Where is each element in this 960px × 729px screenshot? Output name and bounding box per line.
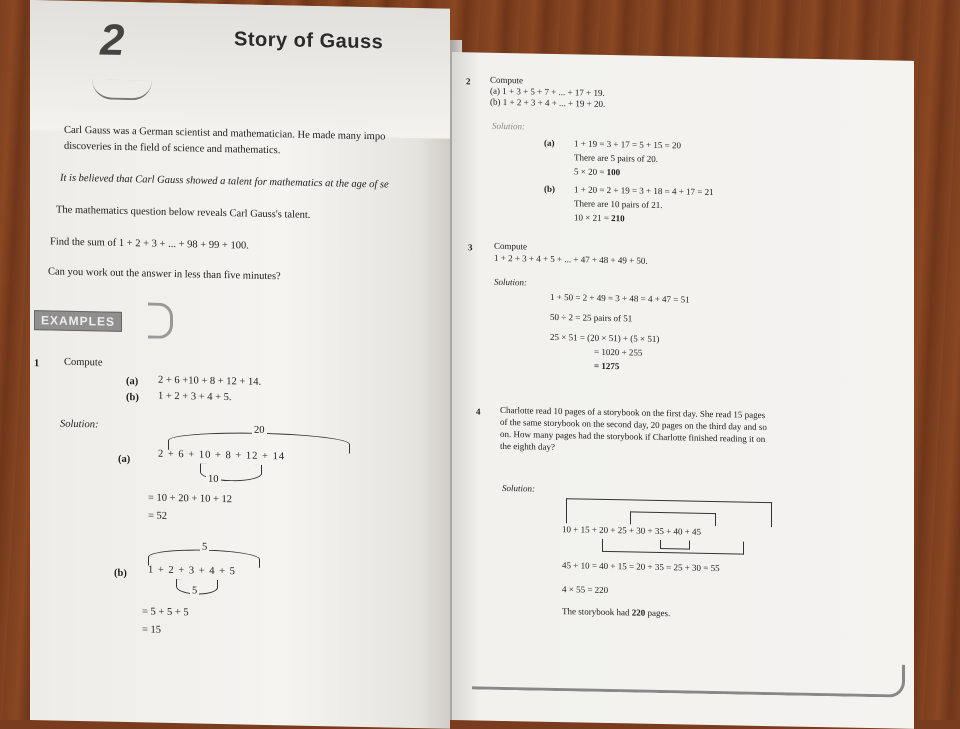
page-footer-rule	[472, 656, 905, 697]
ex4-center-bracket	[660, 540, 690, 550]
ex1b-arc-top-label: 5	[202, 541, 208, 553]
ex2-sb-line-2: There are 10 pairs of 21.	[574, 198, 663, 211]
intro-line-2: discoveries in the field of science and mathematics.	[64, 140, 281, 157]
ex2-sa-line-1: 1 + 19 = 3 + 17 = 5 + 15 = 20	[574, 138, 681, 151]
ex2-sa-line-2: There are 5 pairs of 20.	[574, 152, 658, 164]
ex4-text-4: the eighth day?	[500, 440, 555, 452]
ex1-solution-label: Solution:	[60, 418, 99, 431]
ex2-solution-label: Solution:	[492, 120, 525, 132]
ex2-a: (a) 1 + 3 + 5 + 7 + ... + 17 + 19.	[490, 85, 605, 98]
ex2-sb-line-1: 1 + 20 = 2 + 19 = 3 + 18 = 4 + 17 = 21	[574, 184, 714, 198]
ex1-b-expr: 1 + 2 + 3 + 4 + 5.	[158, 390, 232, 404]
ex2-number: 2	[466, 76, 471, 87]
ex1a-step-2: = 52	[148, 510, 168, 522]
ex4-line-3: 4 × 55 = 220	[562, 584, 609, 595]
intro-line-1: Carl Gauss was a German scientist and mathematician. He made many impo	[64, 124, 386, 143]
ex3-line-3: 25 × 51 = (20 × 51) + (5 × 51)	[550, 331, 660, 344]
ex3-number: 3	[468, 242, 473, 253]
intro-line-5: Find the sum of 1 + 2 + 3 + ... + 98 + 99 + 100.	[50, 236, 249, 252]
ex3-line-5: = 1275	[594, 360, 620, 372]
ex3-line-2: 50 ÷ 2 = 25 pairs of 51	[550, 311, 633, 324]
ex4-line-4: The storybook had 220 pages.	[562, 606, 671, 619]
ex4-solution-label: Solution:	[502, 482, 535, 494]
ex2-sb-label: (b)	[544, 183, 555, 194]
ex3-line-4: = 1020 + 255	[594, 346, 643, 358]
ex1a-arc-top-label: 20	[254, 424, 265, 436]
page-title: Story of Gauss	[234, 28, 384, 54]
ex3-line-1: 1 + 50 = 2 + 49 = 3 + 48 = 4 + 47 = 51	[550, 291, 690, 305]
ex1-number: 1	[34, 358, 40, 370]
ex2-b: (b) 1 + 2 + 3 + 4 + ... + 19 + 20.	[490, 96, 606, 109]
ex4-text-2: of the same storybook on the second day, 20 pages on the third day and so	[500, 416, 767, 433]
right-page	[452, 52, 914, 729]
ex4-line-2: 45 + 10 = 40 + 15 = 20 + 35 = 25 + 30 = 55	[562, 560, 720, 574]
ex3-prompt: Compute	[494, 240, 527, 252]
ex2-prompt: Compute	[490, 74, 523, 86]
ex1-prompt: Compute	[64, 356, 103, 369]
ex1b-step-1: = 5 + 5 + 5	[142, 606, 189, 619]
ex4-line-1: 10 + 15 + 20 + 25 + 30 + 35 + 40 + 45	[562, 524, 702, 537]
ex2-sa-line-3: 5 × 20 = 100	[574, 166, 621, 178]
ex1-a-expr: 2 + 6 +10 + 8 + 12 + 14.	[158, 374, 262, 388]
ex1a-expression: 2 + 6 + 10 + 8 + 12 + 14	[158, 448, 286, 463]
ex3-expression: 1 + 2 + 3 + 4 + 5 + ... + 47 + 48 + 49 + 50.	[494, 252, 648, 266]
ex1-a-label: (a)	[126, 376, 139, 388]
intro-line-6: Can you work out the answer in less than five minutes?	[48, 266, 281, 283]
ex1b-expression: 1 + 2 + 3 + 4 + 5	[148, 564, 236, 578]
examples-hook-icon	[148, 302, 173, 339]
ex4-inner-bracket	[630, 511, 716, 526]
ex1-b-label: (b)	[126, 392, 139, 404]
ex4-text-3: on. How many pages had the storybook if Charlotte finished reading it on	[500, 428, 766, 445]
ex1a-arc-bottom-label: 10	[208, 473, 219, 485]
chapter-header-band	[30, 0, 450, 139]
ex4-text-1: Charlotte read 10 pages of a storybook on the first day. She read 15 pages	[500, 404, 766, 421]
ex3-solution-label: Solution:	[494, 276, 527, 288]
intro-line-4: The mathematics question below reveals Carl Gauss's talent.	[56, 204, 311, 221]
ex1-sb-label: (b)	[114, 567, 127, 580]
ex4-number: 4	[476, 406, 481, 417]
ex1a-step-1: = 10 + 20 + 10 + 12	[148, 492, 233, 506]
ex1b-arc-bottom-label: 5	[192, 585, 198, 597]
left-page	[30, 0, 450, 729]
ex2-sb-line-3: 10 × 21 = 210	[574, 212, 625, 224]
examples-banner: EXAMPLES	[34, 310, 122, 332]
intro-line-3: It is believed that Carl Gauss showed a talent for mathematics at the age of se	[60, 172, 389, 191]
chapter-number: 2	[100, 15, 125, 65]
ex1b-step-2: = 15	[142, 624, 162, 636]
ex1-sa-label: (a)	[118, 453, 131, 466]
ex2-sa-label: (a)	[544, 137, 555, 148]
